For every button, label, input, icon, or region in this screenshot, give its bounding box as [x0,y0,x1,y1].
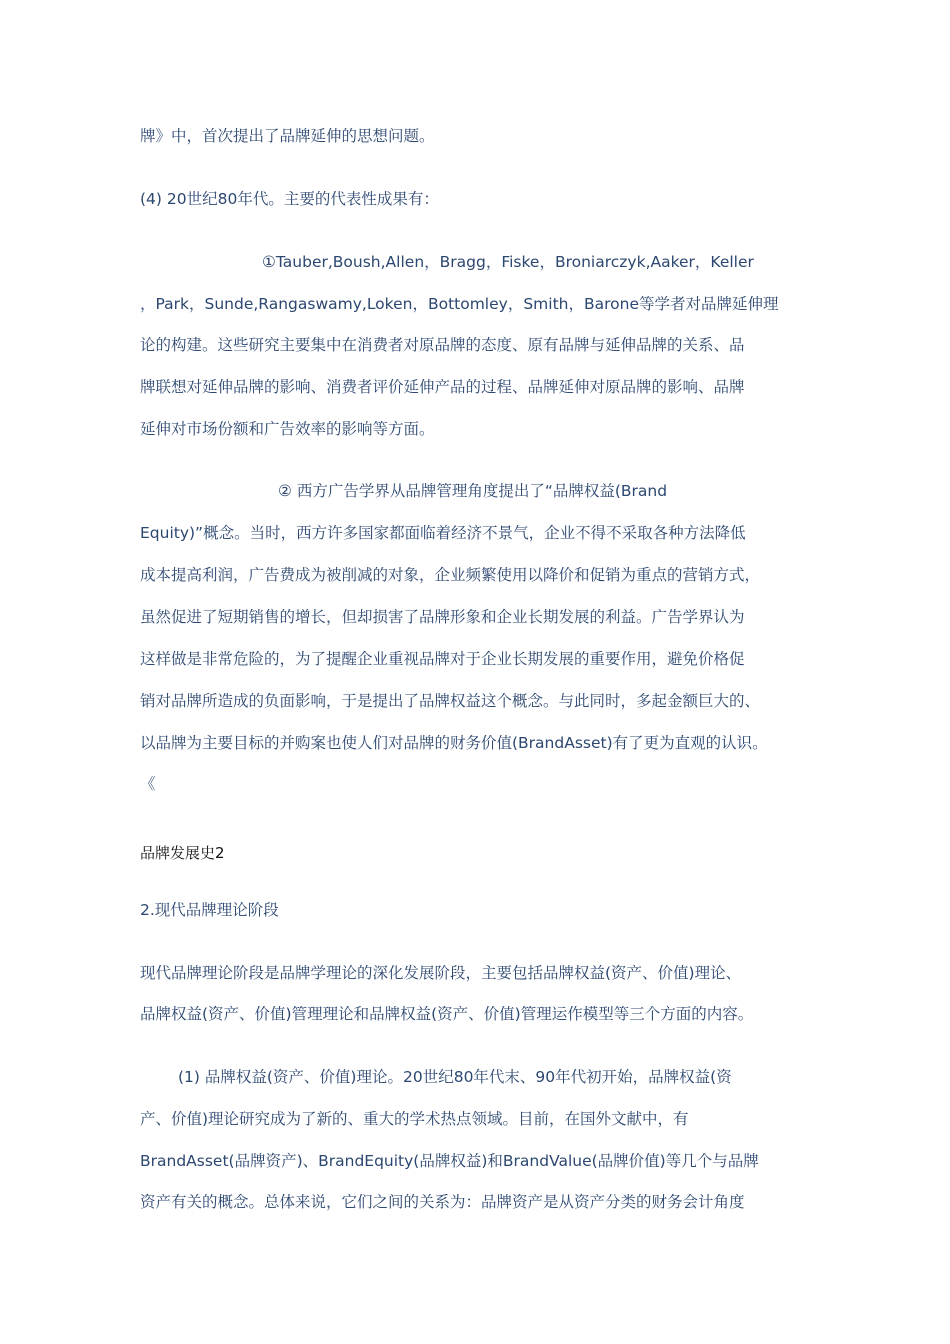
para1-line5: 延伸对市场份额和广告效率的影响等方面。 [140,420,435,438]
para4-line1: (1) 品牌权益(资产、价值)理论。20世纪80年代末、90年代初开始，品牌权益(资 [178,1068,732,1086]
para2-line2: Equity)”概念。当时，西方许多国家都面临着经济不景气，企业不得不采取各种方法降低 [140,524,746,542]
para2-line4: 虽然促进了短期销售的增长，但却损害了品牌形象和企业长期发展的利益。广告学界认为 [140,608,745,626]
para3-line2: 品牌权益(资产、价值)管理理论和品牌权益(资产、价值)管理运作模型等三个方面的内容。 [140,1005,754,1023]
paragraph-continuation: 牌》中，首次提出了品牌延伸的思想问题。 [140,127,435,145]
para1-line4: 牌联想对延伸品牌的影响、消费者评价延伸产品的过程、品牌延伸对原品牌的影响、品牌 [140,378,745,396]
para2-line6: 销对品牌所造成的负面影响，于是提出了品牌权益这个概念。与此同时，多起金额巨大的、 [140,692,761,710]
para4-line4: 资产有关的概念。总体来说，它们之间的关系为：品牌资产是从资产分类的财务会计角度 [140,1193,745,1211]
para4-line2: 产、价值)理论研究成为了新的、重大的学术热点领域。目前，在国外文献中，有 [140,1110,689,1128]
section-2-heading: 2.现代品牌理论阶段 [140,901,279,919]
para2-line7: 以品牌为主要目标的并购案也使人们对品牌的财务价值(BrandAsset)有了更为直观的认识。 [140,734,768,752]
para2-line1: ② 西方广告学界从品牌管理角度提出了“品牌权益(Brand [278,482,668,500]
para1-line1: ①Tauber,Boush,Allen，Bragg，Fiske，Broniarczyk,Aaker，Keller [262,253,754,271]
para2-line3: 成本提高利润，广告费成为被削减的对象，企业频繁使用以降价和促销为重点的营销方式， [140,566,761,584]
para1-line2: ，Park，Sunde,Rangaswamy,Loken，Bottomley，Smith，Barone等学者对品牌延伸理 [140,295,779,313]
para4-line3: BrandAsset(品牌资产)、BrandEquity(品牌权益)和BrandValue(品牌价值)等几个与品牌 [140,1152,759,1170]
para3-line1: 现代品牌理论阶段是品牌学理论的深化发展阶段，主要包括品牌权益(资产、价值)理论、 [140,964,742,982]
para1-line3: 论的构建。这些研究主要集中在消费者对原品牌的态度、原有品牌与延伸品牌的关系、品 [140,336,745,354]
para2-line5: 这样做是非常危险的，为了提醒企业重视品牌对于企业长期发展的重要作用，避免价格促 [140,650,745,668]
item-4-heading: (4) 20世纪80年代。主要的代表性成果有： [140,190,439,208]
para2-line8: 《 [140,775,156,793]
section-title: 品牌发展史2 [140,844,225,862]
